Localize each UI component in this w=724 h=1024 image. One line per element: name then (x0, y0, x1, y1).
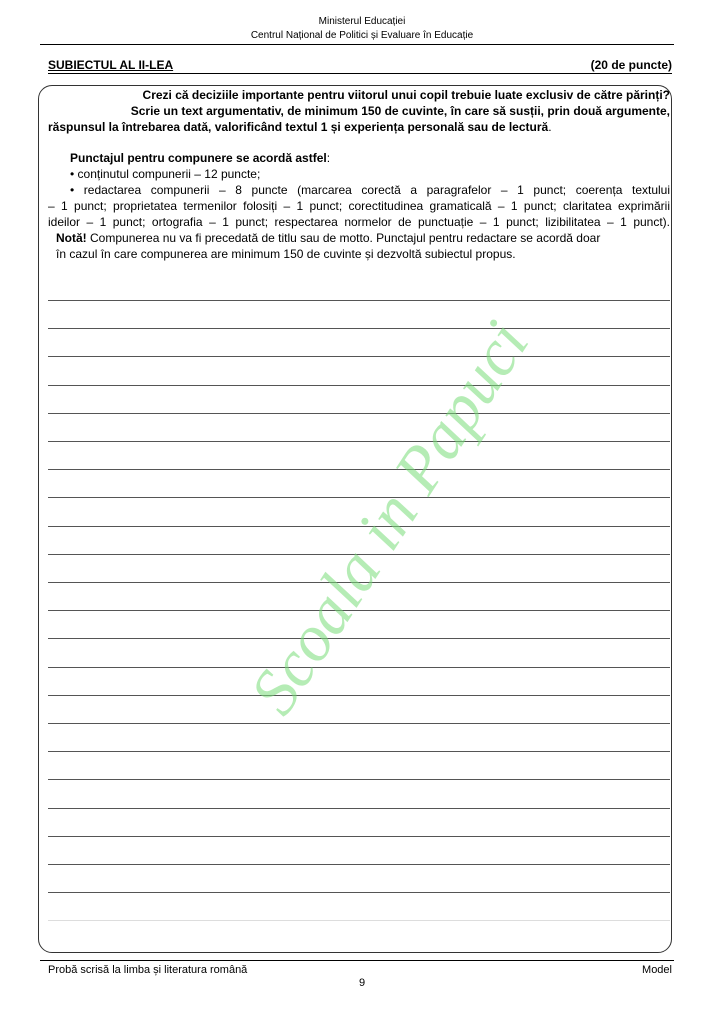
scoring-item-content: • conținutul compunerii – 12 puncte; (70, 167, 261, 181)
subject-heading (48, 58, 672, 74)
scoring-item-redactare-line3: ideilor – 1 punct; ortografia – 1 punct; respectarea normelor de punctuație – 1 punct; lizibilitatea – 1 punct). (48, 215, 670, 229)
ministry-name: Ministerul Educației (318, 16, 406, 27)
footer-model-label: Model (642, 964, 672, 976)
footer-divider (40, 960, 674, 961)
footer-exam-name: Probă scrisă la limba și literatura română (48, 964, 248, 976)
scoring-section (48, 150, 670, 262)
task-instruction-end: . (548, 120, 552, 134)
answer-line (48, 356, 670, 357)
subject-points: (20 de puncte) (590, 58, 672, 72)
center-name: Centrul Național de Politici și Evaluare în Educație (250, 30, 474, 41)
subject-divider (48, 73, 672, 74)
header-divider (40, 44, 674, 45)
scoring-item-redactare-line2: – 1 punct; proprietatea termenilor folosiți – 1 punct; corectitudinea gramaticală – 1 punct; claritatea exprimării (48, 199, 670, 213)
answer-line (48, 413, 670, 414)
answer-line (48, 751, 670, 752)
answer-line (48, 300, 670, 301)
scoring-heading-end: : (326, 151, 331, 165)
answer-line (48, 808, 670, 809)
answer-line (48, 779, 670, 780)
answer-line (48, 469, 670, 470)
answer-line (48, 864, 670, 865)
scoring-item-redactare-line1: • redactarea compunerii – 8 puncte (marcarea corectă a paragrafelor – 1 punct; coerența textului (70, 183, 670, 197)
note-line2: în cazul în care compunerea are minimum 150 de cuvinte și dezvoltă subiectul propus. (56, 247, 516, 261)
answer-line (48, 920, 670, 921)
answer-line (48, 638, 670, 639)
task-instruction-line1: Scrie un text argumentativ, de minimum 150 de cuvinte, în care să susții, prin două argumente, (130, 104, 670, 118)
note-label: Notă! (56, 231, 87, 245)
answer-line (48, 328, 670, 329)
task-instruction-line2: răspunsul la întrebarea dată, valorificând textul 1 și experiența personală sau de lectură (48, 120, 549, 134)
watermark: Scoala in Papuci (236, 308, 543, 727)
answer-line (48, 385, 670, 386)
page-number: 9 (358, 977, 366, 989)
answer-line (48, 441, 670, 442)
task-question: Crezi că deciziile importante pentru viitorul unui copil trebuie luate exclusiv de către părinți? (142, 88, 670, 102)
subject-title: SUBIECTUL AL II-LEA (48, 58, 174, 72)
task-statement (48, 87, 670, 135)
note-line1: Compunerea nu va fi precedată de titlu sau de motto. Punctajul pentru redactare se acordă doar (86, 231, 601, 245)
answer-line (48, 723, 670, 724)
answer-line (48, 695, 670, 696)
answer-line (48, 892, 670, 893)
answer-line (48, 667, 670, 668)
scoring-heading: Punctajul pentru compunere se acordă astfel (70, 151, 327, 165)
answer-line (48, 836, 670, 837)
